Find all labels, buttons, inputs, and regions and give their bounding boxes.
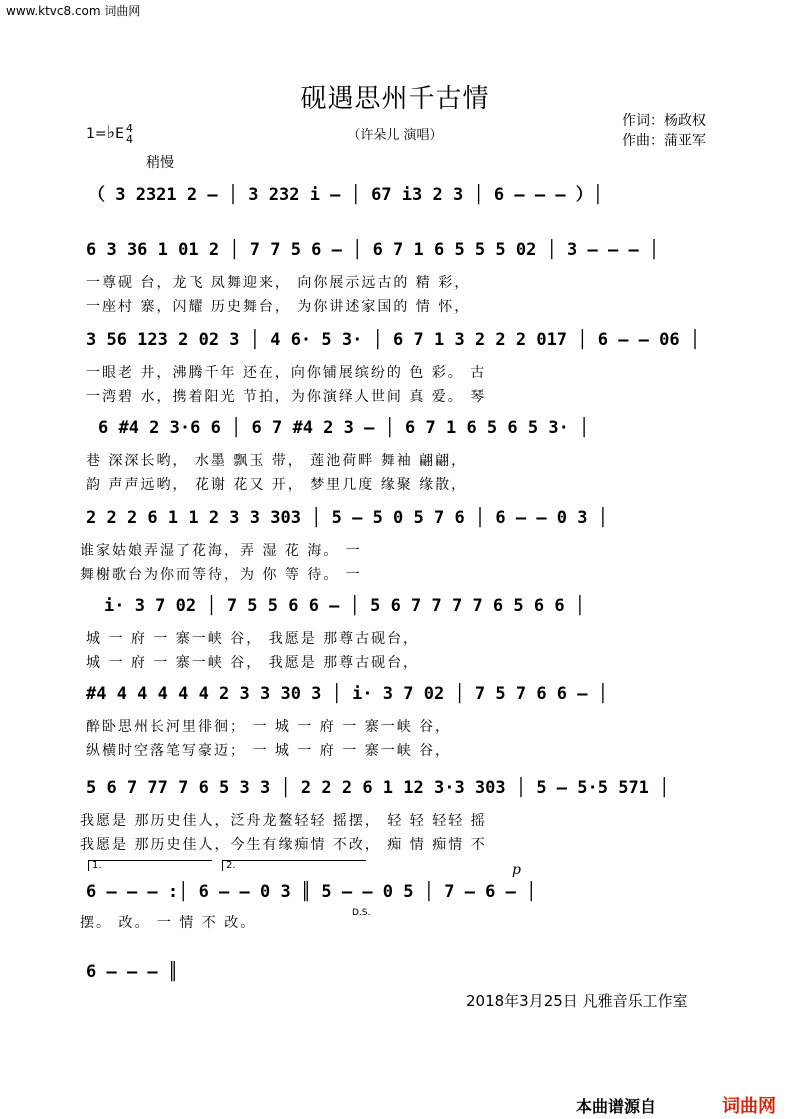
- flat-sign: ♭: [106, 122, 116, 143]
- lyrics-6-verse2: 城 一 府 一 寨一峡 谷， 我愿是 那尊古砚台，: [86, 655, 420, 671]
- lyrics-2-verse2: 一座村 寨，闪耀 历史舞台， 为你讲述家国的 情 怀，: [86, 299, 471, 315]
- lyrics-6-verse1: 城 一 府 一 寨一峡 谷， 我愿是 那尊古砚台，: [86, 631, 420, 647]
- notes-line-3: 3 56 123 2 02 3 │ 4 6· 5 3· │ 6 7 1 3 2 2 2 017 │ 6 – – 06 │: [86, 330, 701, 350]
- lyrics-2-verse1: 一尊砚 台，龙飞 凤舞迎来， 向你展示远古的 精 彩，: [86, 275, 471, 291]
- lyrics-7-verse1: 醉卧思州长河里徘徊； 一 城 一 府 一 寨一峡 谷，: [86, 719, 452, 735]
- site-logo[interactable]: 词曲网: [722, 1096, 776, 1117]
- time-signature: [126, 123, 133, 145]
- song-title: 砚遇思州千古情: [300, 84, 490, 114]
- notes-line-4: 6 #4 2 3·6 6 │ 6 7 #4 2 3 – │ 6 7 1 6 5 6 5 3· │: [98, 418, 590, 438]
- lyrics-3-verse1: 一眼老 井，沸腾千年 还在，向你铺展缤纷的 色 彩。 古: [86, 365, 487, 381]
- lyrics-4-verse1: 巷 深深长哟， 水墨 飘玉 带， 莲池荷畔 舞袖 翩翩，: [86, 453, 468, 469]
- source-label: 本曲谱源自: [576, 1097, 657, 1116]
- notes-line-6: i· 3 7 02 │ 7 5 5 6 6 – │ 5 6 7 7 7 7 6 5 6 6 │: [104, 596, 586, 616]
- lyrics-8-verse1: 我愿是 那历史佳人，泛舟龙鳌轻轻 摇摆， 轻 轻 轻轻 摇: [80, 813, 487, 829]
- dynamic-marking: p: [512, 862, 521, 878]
- lyrics-9: 摆。 改。 一 情 不 改。: [80, 915, 257, 931]
- volta-first-ending: 1.: [88, 860, 212, 871]
- composer-credit: 作曲：蒲亚军: [622, 133, 706, 149]
- notes-line-7: #4 4 4 4 4 4 2 3 3 30 3 │ i· 3 7 02 │ 7 5 7 6 6 – │: [86, 684, 608, 704]
- notes-line-2: 6 3 36 1 01 2 │ 7 7 5 6 – │ 6 7 1 6 5 5 5 02 │ 3 – – – │: [86, 240, 660, 260]
- time-bottom: 4: [126, 133, 133, 146]
- time-top: 4: [126, 122, 133, 135]
- notes-line-9: 6 – – – :│ 6 – – 0 3 ║ 5 – – 0 5 │ 7 – 6 – │: [86, 882, 537, 902]
- notes-line-1: （ 3 2321 2 – │ 3 232 i – │ 67 i3 2 3 │ 6 – – – ）│: [88, 185, 604, 205]
- lyricist-credit: 作词：杨政权: [622, 113, 706, 129]
- lyrics-5-verse1: 谁家姑娘弄湿了花海，弄 湿 花 海。 一: [80, 543, 362, 559]
- lyrics-7-verse2: 纵横时空落笔写豪迈； 一 城 一 府 一 寨一峡 谷，: [86, 743, 452, 759]
- notes-line-10: 6 – – – ║: [86, 962, 179, 982]
- lyrics-8-verse2: 我愿是 那历史佳人，今生有缘痴情 不改， 痴 情 痴情 不: [80, 837, 487, 853]
- volta-second-ending: 2.: [222, 860, 366, 871]
- key-prefix: 1=: [86, 126, 107, 142]
- date-studio-credit: 2018年3月25日 凡雅音乐工作室: [466, 992, 688, 1010]
- performer-subtitle: （许朵儿 演唱）: [347, 128, 443, 143]
- lyrics-5-verse2: 舞榭歌台为你而等待，为 你 等 待。 一: [80, 567, 362, 583]
- key-signature: [86, 122, 133, 145]
- lyrics-3-verse2: 一湾碧 水，携着阳光 节拍，为你演绎人世间 真 爱。 琴: [86, 389, 487, 405]
- dal-segno-mark: D.S.: [352, 908, 371, 918]
- lyrics-4-verse2: 韵 声声远哟， 花谢 花又 开， 梦里几度 缘聚 缘散，: [86, 477, 468, 493]
- notes-line-8: 5 6 7 77 7 6 5 3 3 │ 2 2 2 6 1 12 3·3 303 │ 5 – 5·5 571 │: [86, 778, 670, 798]
- site-watermark: www.ktvc8.com 词曲网: [6, 4, 141, 18]
- notes-line-5: 2 2 2 6 1 1 2 3 3 303 │ 5 – 5 0 5 7 6 │ 6 – – 0 3 │: [86, 508, 608, 528]
- tempo-marking: 稍慢: [146, 155, 174, 171]
- key-note: E: [115, 126, 124, 142]
